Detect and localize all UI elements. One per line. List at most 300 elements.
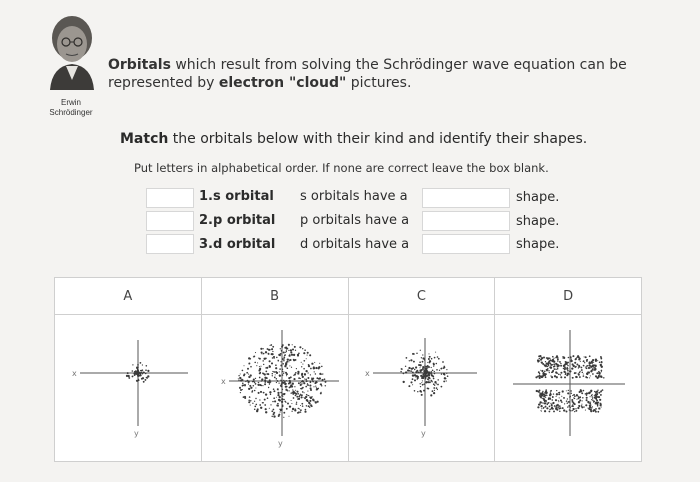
- cloud-dot: [271, 373, 272, 374]
- cloud-dot: [550, 364, 552, 366]
- cloud-dot: [253, 382, 255, 384]
- cloud-dot: [247, 380, 249, 382]
- cloud-dot: [572, 377, 574, 379]
- intro-text-end: pictures.: [346, 75, 412, 91]
- shape-box-s-orbital[interactable]: [422, 188, 510, 208]
- cloud-dot: [539, 358, 540, 359]
- cloud-dot: [429, 356, 431, 358]
- cloud-dot: [142, 364, 143, 365]
- cloud-dot: [593, 362, 594, 363]
- cloud-dot: [135, 370, 137, 372]
- cloud-dot: [572, 363, 574, 365]
- cloud-dot: [590, 391, 592, 393]
- cloud-dot: [540, 394, 541, 395]
- cloud-dot: [303, 373, 305, 375]
- cloud-dot: [405, 366, 406, 367]
- cloud-dot: [296, 402, 297, 403]
- cloud-dot: [133, 373, 134, 374]
- cloud-dot: [412, 372, 414, 374]
- cloud-dot: [261, 385, 262, 386]
- cloud-dot: [557, 357, 559, 359]
- cloud-dot: [598, 375, 599, 376]
- cloud-dot: [312, 381, 313, 382]
- cloud-dot: [300, 394, 302, 396]
- cloud-dot: [423, 357, 425, 359]
- cloud-dot: [434, 387, 436, 389]
- cloud-dot: [594, 367, 596, 369]
- cloud-dot: [558, 365, 560, 367]
- cloud-dot: [309, 400, 311, 402]
- cloud-dot: [554, 405, 555, 406]
- cloud-dot: [442, 368, 443, 369]
- shape-box-d-orbital[interactable]: [422, 234, 510, 254]
- cloud-dot: [248, 396, 250, 398]
- cloud-dot: [585, 404, 587, 406]
- cloud-dot: [435, 352, 436, 353]
- cloud-dot: [139, 362, 141, 364]
- cloud-dot: [575, 359, 577, 361]
- cloud-dot: [246, 380, 247, 381]
- cloud-dot: [554, 358, 555, 359]
- cloud-dot: [545, 361, 546, 362]
- cloud-dot: [264, 379, 266, 381]
- cloud-dot: [563, 397, 565, 399]
- cloud-dot: [291, 354, 293, 356]
- cloud-dot: [294, 395, 296, 397]
- cloud-dot: [590, 409, 592, 411]
- cloud-dot: [285, 352, 286, 353]
- cloud-dot: [277, 392, 279, 394]
- cloud-dot: [587, 365, 589, 367]
- cloud-dot: [268, 365, 270, 367]
- cloud-dot: [432, 390, 434, 392]
- cloud-dot: [546, 395, 547, 396]
- cloud-dot: [540, 376, 541, 377]
- cloud-dot: [578, 374, 580, 376]
- cloud-dot: [541, 408, 542, 409]
- cloud-dot: [309, 407, 310, 408]
- cloud-dot: [248, 374, 249, 375]
- cloud-dot: [416, 371, 418, 373]
- cloud-dot: [431, 358, 433, 360]
- cloud-dot: [566, 368, 568, 370]
- cloud-dot: [309, 403, 311, 405]
- cloud-dot: [268, 379, 270, 381]
- cloud-dot: [447, 369, 448, 370]
- cloud-dot: [561, 372, 563, 374]
- cloud-dot: [291, 367, 292, 368]
- cloud-dot: [283, 371, 284, 372]
- cloud-dot: [581, 367, 583, 369]
- cloud-dot: [572, 410, 573, 411]
- cloud-dot: [571, 390, 572, 391]
- cloud-dot: [260, 372, 261, 373]
- cloud-dot: [552, 399, 554, 401]
- cloud-dot: [571, 360, 573, 362]
- cloud-dot: [591, 362, 593, 364]
- cloud-dot: [313, 386, 314, 387]
- cloud-dot: [546, 365, 547, 366]
- cloud-dot: [578, 401, 580, 403]
- cloud-dot: [433, 375, 435, 377]
- y-axis-label: y: [421, 429, 427, 438]
- cloud-dot: [302, 348, 303, 349]
- shape-box-p-orbital[interactable]: [422, 211, 510, 231]
- orbital-cell-d: [495, 315, 642, 462]
- cloud-dot: [143, 372, 144, 373]
- cloud-dot: [549, 357, 551, 359]
- cloud-dot: [601, 376, 603, 378]
- cloud-dot: [239, 392, 240, 393]
- cloud-dot: [292, 397, 294, 399]
- row-number: 3.: [199, 237, 213, 252]
- cloud-dot: [143, 381, 145, 383]
- cloud-dot: [556, 369, 557, 370]
- cloud-dot: [281, 371, 283, 373]
- cloud-dot: [433, 392, 435, 394]
- cloud-dot: [574, 362, 576, 364]
- cloud-dot: [575, 376, 577, 378]
- cloud-dot: [586, 367, 588, 369]
- cloud-dot: [261, 378, 263, 380]
- cloud-dot: [282, 358, 284, 360]
- cloud-dot: [254, 401, 255, 402]
- cloud-dot: [567, 362, 569, 364]
- cloud-dot: [598, 407, 600, 409]
- cloud-dot: [251, 391, 253, 393]
- caption-last-name: Schrödinger: [49, 108, 93, 117]
- cloud-dot: [257, 384, 259, 386]
- cloud-dot: [589, 406, 591, 408]
- cloud-dot: [320, 383, 322, 385]
- cloud-dot: [601, 362, 603, 364]
- cloud-dot: [592, 406, 593, 407]
- cloud-dot: [319, 392, 321, 394]
- cloud-dot: [422, 372, 423, 373]
- cloud-dot: [296, 391, 298, 393]
- cloud-dot: [541, 370, 543, 372]
- cloud-dot: [277, 403, 279, 405]
- answer-box-d-orbital[interactable]: [146, 234, 194, 254]
- intro-paragraph: [108, 56, 668, 92]
- cloud-dot: [283, 412, 285, 414]
- cloud-dot: [539, 355, 541, 357]
- cloud-dot: [271, 410, 273, 412]
- cloud-dot: [538, 404, 540, 406]
- cloud-dot: [584, 362, 585, 363]
- cloud-dot: [277, 405, 279, 407]
- cloud-dot: [285, 389, 287, 391]
- cloud-dot: [443, 361, 445, 363]
- x-axis-label: x: [71, 369, 77, 378]
- cloud-dot: [588, 401, 590, 403]
- cloud-dot: [546, 362, 548, 364]
- cloud-dot: [562, 407, 564, 409]
- row-kind: p orbital: [212, 213, 276, 228]
- cloud-dot: [266, 373, 268, 375]
- cloud-dot: [278, 399, 280, 401]
- cloud-dot: [548, 402, 549, 403]
- cloud-dot: [424, 371, 426, 373]
- cloud-dot: [551, 404, 553, 406]
- cloud-dot: [248, 363, 249, 364]
- cloud-dot: [275, 382, 276, 383]
- cloud-dot: [306, 355, 307, 356]
- cloud-dot: [270, 353, 272, 355]
- cloud-dot: [252, 403, 253, 404]
- row-sentence-s: s orbitals have a: [300, 189, 408, 204]
- cloud-dot: [599, 399, 601, 401]
- cloud-dot: [569, 407, 571, 409]
- cloud-dot: [559, 397, 560, 398]
- cloud-dot: [144, 379, 146, 381]
- cloud-dot: [580, 399, 581, 400]
- cloud-dot: [290, 351, 292, 353]
- cloud-dot: [281, 401, 283, 403]
- cloud-dot: [545, 406, 546, 407]
- answer-box-p-orbital[interactable]: [146, 211, 194, 231]
- cloud-dot: [306, 352, 308, 354]
- cloud-dot: [256, 365, 257, 366]
- cloud-dot: [547, 368, 548, 369]
- cloud-dot: [544, 375, 546, 377]
- cloud-dot: [568, 401, 570, 403]
- cloud-dot: [280, 361, 281, 362]
- cloud-dot: [321, 366, 323, 368]
- cloud-dot: [591, 407, 592, 408]
- cloud-dot: [564, 357, 565, 358]
- cloud-dot: [554, 406, 555, 407]
- cloud-dot: [257, 392, 259, 394]
- cloud-dot: [433, 366, 434, 367]
- cloud-dot: [420, 367, 421, 368]
- cloud-dot: [587, 359, 588, 360]
- cloud-dot: [237, 378, 238, 379]
- cloud-dot: [590, 404, 591, 405]
- orbital-label-a: A: [55, 278, 202, 315]
- cloud-dot: [540, 359, 542, 361]
- cloud-dot: [307, 395, 308, 396]
- cloud-dot: [594, 401, 595, 402]
- cloud-dot: [292, 359, 294, 361]
- cloud-dot: [557, 358, 559, 360]
- cloud-dot: [288, 382, 290, 384]
- cloud-dot: [271, 416, 272, 417]
- cloud-dot: [271, 357, 272, 358]
- cloud-dot: [597, 360, 598, 361]
- y-axis-label: y: [133, 429, 139, 438]
- cloud-dot: [255, 398, 256, 399]
- cloud-dot: [429, 362, 431, 364]
- cloud-dot: [254, 383, 256, 385]
- cloud-dot: [545, 402, 547, 404]
- cloud-dot: [250, 366, 252, 368]
- cloud-dot: [268, 387, 269, 388]
- cloud-dot: [556, 390, 557, 391]
- cloud-dot: [401, 368, 403, 370]
- cloud-dot: [272, 413, 274, 415]
- cloud-dot: [276, 388, 278, 390]
- orbital-b-image: [205, 318, 345, 458]
- orbital-label-c: C: [348, 278, 495, 315]
- cloud-dot: [585, 367, 586, 368]
- cloud-dot: [305, 379, 307, 381]
- cloud-dot: [432, 369, 434, 371]
- cloud-dot: [297, 393, 299, 395]
- cloud-dot: [305, 358, 306, 359]
- cloud-dot: [583, 360, 585, 362]
- cloud-dot: [291, 383, 293, 385]
- cloud-dot: [433, 378, 435, 380]
- cloud-dot: [433, 383, 435, 385]
- cloud-dot: [281, 344, 283, 346]
- cloud-dot: [600, 405, 601, 406]
- cloud-dot: [294, 350, 295, 351]
- cloud-dot: [280, 392, 282, 394]
- cloud-dot: [288, 361, 289, 362]
- cloud-dot: [265, 371, 267, 373]
- cloud-dot: [288, 387, 290, 389]
- cloud-dot: [264, 404, 266, 406]
- intro-keyword-cloud: electron "cloud": [218, 75, 347, 91]
- cloud-dot: [305, 370, 307, 372]
- cloud-dot: [273, 357, 275, 359]
- cloud-dot: [248, 357, 250, 359]
- cloud-dot: [271, 348, 273, 350]
- cloud-dot: [582, 397, 584, 399]
- cloud-dot: [315, 386, 316, 387]
- cloud-dot: [423, 369, 424, 370]
- cloud-dot: [409, 367, 411, 369]
- cloud-dot: [548, 397, 550, 399]
- cloud-dot: [268, 360, 270, 362]
- cloud-dot: [305, 386, 307, 388]
- cloud-dot: [582, 400, 583, 401]
- cloud-dot: [303, 382, 305, 384]
- cloud-dot: [558, 401, 559, 402]
- cloud-dot: [283, 356, 285, 358]
- cloud-dot: [262, 360, 264, 362]
- cloud-dot: [564, 368, 566, 370]
- cloud-dot: [574, 398, 576, 400]
- cloud-dot: [406, 357, 408, 359]
- cloud-dot: [429, 353, 430, 354]
- cloud-dot: [254, 406, 256, 408]
- cloud-dot: [576, 394, 578, 396]
- cloud-dot: [291, 344, 292, 345]
- cloud-dot: [276, 405, 277, 406]
- cloud-dot: [538, 371, 540, 373]
- cloud-dot: [549, 394, 551, 396]
- cloud-dot: [571, 359, 572, 360]
- cloud-dot: [272, 351, 273, 352]
- cloud-dot: [586, 392, 588, 394]
- cloud-dot: [432, 381, 433, 382]
- cloud-dot: [581, 392, 583, 394]
- cloud-dot: [281, 369, 282, 370]
- orbital-label-d: D: [495, 278, 642, 315]
- cloud-dot: [307, 384, 309, 386]
- cloud-dot: [304, 378, 305, 379]
- cloud-dot: [569, 396, 571, 398]
- cloud-dot: [560, 376, 562, 378]
- cloud-dot: [593, 367, 594, 368]
- cloud-dot: [434, 385, 435, 386]
- cloud-dot: [291, 385, 293, 387]
- cloud-dot: [280, 365, 282, 367]
- cloud-dot: [295, 368, 296, 369]
- cloud-dot: [141, 371, 142, 372]
- cloud-dot: [558, 393, 560, 395]
- cloud-dot: [431, 367, 432, 368]
- cloud-dot: [282, 351, 284, 353]
- cloud-dot: [598, 371, 599, 372]
- cloud-dot: [567, 365, 568, 366]
- cloud-dot: [414, 369, 415, 370]
- cloud-dot: [594, 397, 596, 399]
- cloud-dot: [426, 368, 428, 370]
- cloud-dot: [263, 364, 264, 365]
- cloud-dot: [266, 397, 268, 399]
- cloud-dot: [412, 378, 414, 380]
- cloud-dot: [142, 373, 143, 374]
- cloud-dot: [601, 371, 602, 372]
- cloud-dot: [274, 374, 275, 375]
- cloud-dot: [420, 386, 421, 387]
- cloud-dot: [293, 354, 295, 356]
- cloud-dot: [145, 365, 147, 367]
- cloud-dot: [283, 380, 284, 381]
- cloud-dot: [586, 373, 588, 375]
- cloud-dot: [542, 391, 543, 392]
- cloud-dot: [270, 404, 271, 405]
- cloud-dot: [321, 385, 322, 386]
- cloud-dot: [313, 371, 314, 372]
- cloud-dot: [259, 368, 261, 370]
- answer-box-s-orbital[interactable]: [146, 188, 194, 208]
- cloud-dot: [286, 375, 287, 376]
- cloud-dot: [277, 415, 279, 417]
- cloud-dot: [443, 373, 445, 375]
- cloud-dot: [564, 376, 566, 378]
- caption-first-name: Erwin: [60, 98, 81, 107]
- cloud-dot: [324, 381, 326, 383]
- cloud-dot: [570, 356, 572, 358]
- cloud-dot: [422, 380, 423, 381]
- cloud-dot: [542, 398, 544, 400]
- cloud-dot: [295, 390, 296, 391]
- cloud-dot: [238, 375, 239, 376]
- cloud-dot: [566, 364, 567, 365]
- orbital-d-image: [498, 318, 638, 458]
- cloud-dot: [566, 411, 568, 413]
- cloud-dot: [541, 405, 543, 407]
- cloud-dot: [283, 399, 285, 401]
- schrodinger-portrait: [44, 10, 100, 90]
- cloud-dot: [318, 378, 320, 380]
- cloud-dot: [301, 376, 303, 378]
- cloud-dot: [238, 379, 239, 380]
- cloud-dot: [559, 405, 561, 407]
- cloud-dot: [309, 374, 310, 375]
- cloud-dot: [567, 402, 569, 404]
- cloud-dot: [288, 416, 289, 417]
- match-keyword: Match: [120, 131, 169, 147]
- cloud-dot: [278, 371, 279, 372]
- cloud-dot: [273, 371, 275, 373]
- cloud-dot: [437, 369, 439, 371]
- cloud-dot: [552, 356, 554, 358]
